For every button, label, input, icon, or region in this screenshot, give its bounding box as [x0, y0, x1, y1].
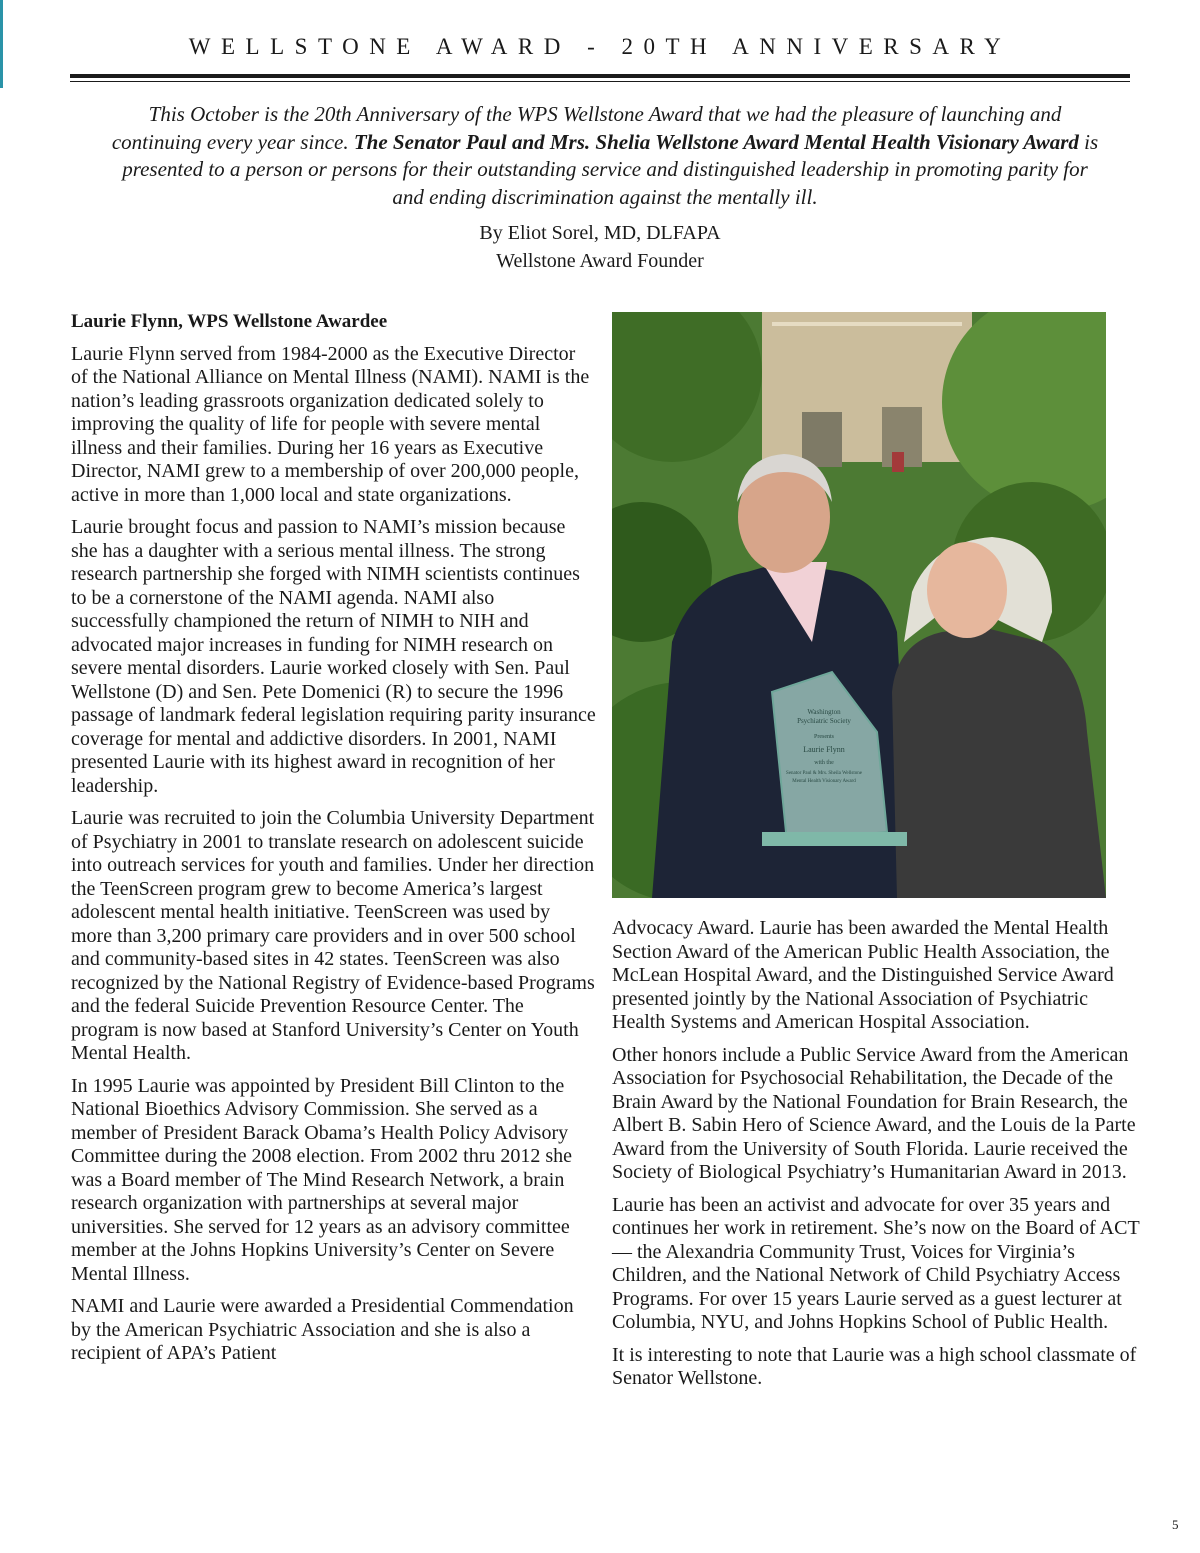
article-paragraph: Laurie Flynn served from 1984-2000 as the Executive Director of the National Alliance on Mental Illness (NAMI). NAMI is the nation’s leading grassroots organization dedicated solely to improving the quality of life for people with severe mental illness and their families. During her 16 years as Executive Director, NAMI grew to a membership of over 200,000 people, active in more than 1,000 local and state organizations. [71, 342, 590, 506]
intro-text-part2: is presented to a person or persons for their outstanding service and distinguished leadership in promoting parity for and ending discrimination against the mentally ill. [122, 129, 1099, 209]
article-paragraph: Other honors include a Public Service Award from the American Association for Psychosocial Rehabilitation, the Decade of the Brain Award by the National Foundation for Brain Research, the Albert B. Sabin Hero of Science Award, and the Louis de la Parte Award from the University of South Florida. Laurie received the Society of Biological Psychiatry’s Humanitarian Award in 2013. [612, 1043, 1136, 1183]
page-number: 5 [1172, 1517, 1179, 1532]
intro-paragraph [110, 101, 1100, 211]
intro-award-name: The Senator Paul and Mrs. Shelia Wellstone Award Mental Health Visionary Award [353, 129, 1079, 154]
byline-role: Wellstone Award Founder [496, 250, 704, 272]
trophy-line: with the [814, 760, 834, 766]
trophy-line: Washington [807, 708, 841, 716]
article-paragraph: In 1995 Laurie was appointed by President Bill Clinton to the National Bioethics Advisory Commission. She served as a member of President Barack Obama’s Health Policy Advisory Committee during the 2008 election. From 2002 thru 2012 she was a Board member of The Mind Research Network, a brain research organization with partnerships at several major universities. She served for 12 years as an advisory committee member at the Johns Hopkins University’s Center on Severe Mental Illness. [71, 1074, 573, 1285]
building-facade [762, 312, 972, 462]
award-photo-illustration [612, 312, 1106, 898]
article-right-column [612, 917, 1146, 1400]
flag [892, 452, 904, 472]
woman-face [927, 542, 1007, 638]
article-paragraph: NAMI and Laurie were awarded a Presidential Commendation by the American Psychiatric Association and she is also a recipient of APA’s Patient [71, 1295, 574, 1364]
trophy-line: Presents [814, 734, 834, 740]
article-paragraph: Advocacy Award. Laurie has been awarded the Mental Health Section Award of the American Public Health Association, the McLean Hospital Award, and the Distinguished Service Award presented jointly by the National Association of Psychiatric Health Systems and American Hospital Association. [612, 917, 1114, 1033]
header-rule-thick [70, 74, 1130, 78]
accent-edge-bar [0, 0, 3, 88]
byline [300, 219, 900, 275]
article-paragraph: It is interesting to note that Laurie was a high school classmate of Senator Wellstone. [612, 1343, 1137, 1389]
award-photo [612, 312, 1106, 898]
article-paragraph: Laurie was recruited to join the Columbia University Department of Psychiatry in 2001 to translate research on adolescent suicide into outreach services for youth and families. Under her direction the TeenScreen program grew to become America’s largest adolescent mental health initiative. TeenScreen was used by more than 3,200 primary care providers and in over 500 school and community-based sites in 42 states. TeenScreen was also recognized by the National Registry of Evidence-based Programs and the federal Suicide Prevention Resource Center. The program is now based at Stanford University’s Center on Youth Mental Health. [71, 807, 595, 1064]
page-header-title: WELLSTONE AWARD - 20TH ANNIVERSARY [188, 34, 1012, 59]
article-paragraph: Laurie has been an activist and advocate for over 35 years and continues her work in retirement. She’s now on the Board of ACT — the Alexandria Community Trust, Voices for Virginia’s Children, and the National Network of Child Psychiatry Access Programs. For over 15 years Laurie served as a guest lecturer at Columbia, NYU, and Johns Hopkins School of Public Health. [612, 1193, 1140, 1333]
article-left-column [71, 310, 596, 1375]
byline-author: By Eliot Sorel, MD, DLFAPA [479, 222, 721, 244]
trophy-line: Mental Health Visionary Award [792, 779, 856, 784]
article-paragraph: Laurie brought focus and passion to NAMI’s mission because she has a daughter with a serious mental illness. The strong research partnership she forged with NIMH scientists continues to be a cornerstone of the NAMI agenda. NAMI also successfully championed the return of NIMH to NIH and advocated major increases in funding for NIMH research on severe mental disorders. Laurie worked closely with Sen. Paul Wellstone (D) and Sen. Pete Domenici (R) to secure the 1996 passage of landmark federal legislation requiring parity insurance coverage for mental and addictive disorders. In 2001, NAMI presented Laurie with its highest award in recognition of her leadership. [71, 516, 596, 797]
intro-text-part1: This October is the 20th Anniversary of the WPS Wellstone Award that we had the pleasure of launching and continuing every year since. [111, 102, 1062, 154]
article-heading: Laurie Flynn, WPS Wellstone Awardee [71, 311, 388, 332]
trophy-line: Laurie Flynn [803, 745, 845, 754]
trophy-line: Psychiatric Society [797, 717, 851, 725]
header-rule-thin [70, 81, 1130, 82]
trophy-line: Senator Paul & Mrs. Sheila Wellstone [786, 771, 862, 776]
